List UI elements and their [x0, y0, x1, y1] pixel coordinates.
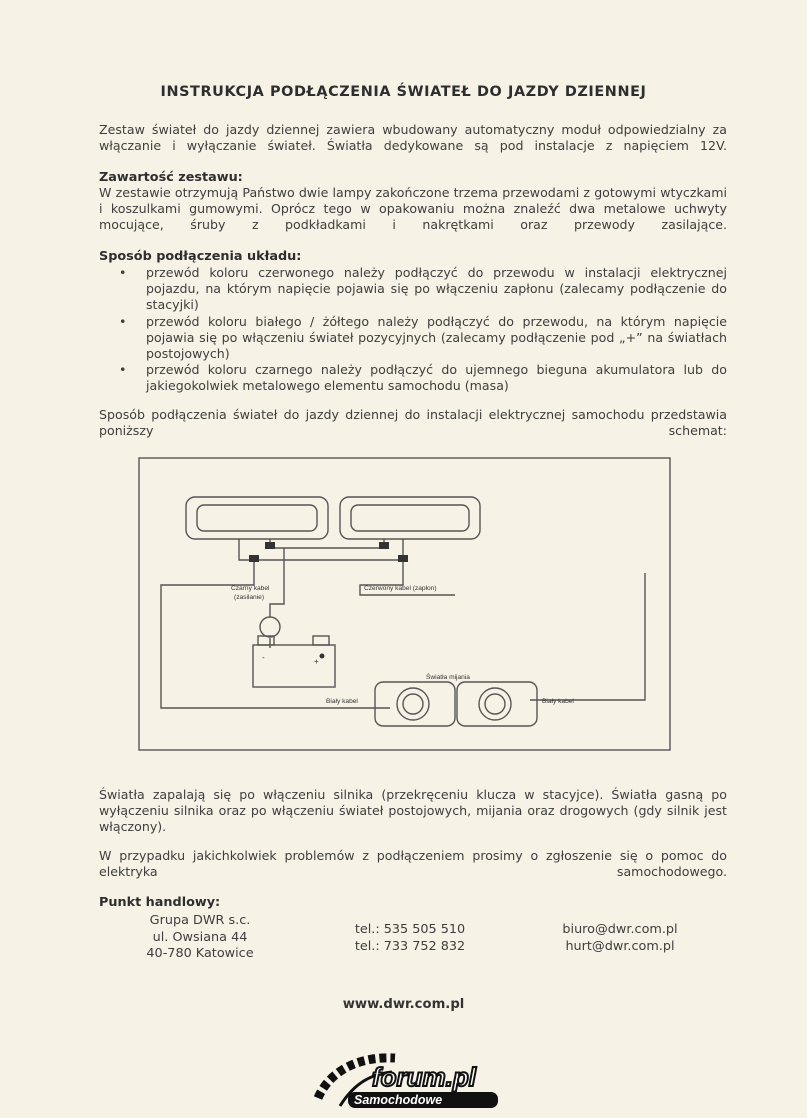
shop-emails	[530, 922, 710, 955]
label-black-cable-sub: (zasilanie)	[234, 594, 265, 601]
low-beam-right-icon	[457, 682, 537, 726]
list-item-text: przewód koloru czarnego należy podłączyć do ujemnego bieguna akumulatora lub do jakiegokolwiek metalowego elementu samochodu (masa)	[146, 362, 727, 394]
wire	[161, 560, 390, 708]
low-beam-left-icon	[375, 682, 455, 726]
address-line: Grupa DWR s.c.	[149, 913, 251, 928]
problem-paragraph: W przypadku jakichkolwiek problemów z podłączeniem prosimy o zgłoszenie się o pomoc do elektryka samochodowego.	[99, 848, 727, 880]
connector-icon	[265, 542, 275, 549]
diagram-frame	[139, 458, 670, 750]
forum-watermark-logo	[300, 1040, 510, 1118]
drl-lamp-right-icon	[340, 497, 480, 539]
contents-paragraph: W zestawie otrzymują Państwo dwie lampy zakończone trzema przewodami z gotowymi wtyczkami i koszulkami gumowymi. Oprócz tego w opakowaniu można znaleźć dwa metalowe uchwyty mocujące, śruby z podkładkami i nakrętkami oraz przewody zasilające.	[99, 185, 727, 233]
label-low-beams: Światła mijania	[426, 674, 470, 681]
battery-terminal-dot	[320, 654, 325, 659]
label-red-cable: Czerwony kabel (zapłon)	[364, 585, 437, 592]
wire	[530, 573, 645, 700]
battery-icon	[253, 636, 335, 687]
battery-plus-label: +	[314, 657, 319, 666]
wire	[239, 539, 403, 560]
email-line[interactable]: biuro@dwr.com.pl	[562, 922, 678, 937]
watermark-subtext: Samochodowe	[354, 1093, 443, 1107]
bullet-icon: •	[119, 265, 127, 280]
connector-icon	[398, 555, 408, 562]
label-white-cable-left: Biały kabel	[326, 698, 358, 705]
schema-intro-paragraph: Sposób podłączenia świateł do jazdy dziennej do instalacji elektrycznej samochodu przedstawia poniższy schemat:	[99, 407, 727, 439]
shop-phones	[330, 922, 490, 955]
connector-icon	[249, 555, 259, 562]
address-line: 40-780 Katowice	[146, 946, 254, 961]
shop-address	[120, 913, 280, 963]
connector-icon	[379, 542, 389, 549]
drl-lamp-left-icon	[186, 497, 328, 539]
after-paragraph: Światła zapalają się po włączeniu silnika (przekręceniu klucza w stacyjce). Światła gasną po wyłączeniu silnika oraz po włączeniu świateł postojowych, mijania oraz drogowych (gdy silnik jest włączony).	[99, 787, 727, 835]
shop-heading: Punkt handlowy:	[99, 895, 221, 910]
list-item-text: przewód koloru czerwonego należy podłączyć do przewodu w instalacji elektrycznej pojazdu, na którym napięcie pojawia się po włączeniu zapłonu (zalecamy podłączenie do stacyjki)	[146, 265, 727, 313]
contents-heading: Zawartość zestawu:	[99, 170, 243, 185]
phone-line: tel.: 535 505 510	[354, 922, 466, 937]
label-white-cable-right: Biały kabel	[542, 698, 574, 705]
document-title: INSTRUKCJA PODŁĄCZENIA ŚWIATEŁ DO JAZDY DZIENNEJ	[160, 84, 647, 100]
fuse-icon	[260, 617, 280, 637]
bullet-icon: •	[119, 362, 127, 378]
wire	[270, 539, 384, 548]
list-item-text: przewód koloru białego / żółtego należy podłączyć do przewodu, na którym napięcie pojawia się po włączeniu świateł pozycyjnych (zalecamy podłączenie pod „+” na światłach postojowych)	[146, 313, 727, 362]
email-line[interactable]: hurt@dwr.com.pl	[565, 938, 675, 954]
intro-paragraph: Zestaw świateł do jazdy dziennej zawiera wbudowany automatyczny moduł odpowiedzialny za włączanie i wyłączanie świateł. Światła dedykowane są pod instalacje z napięciem 12V.	[99, 122, 727, 154]
wire	[270, 548, 284, 617]
battery-minus-label: -	[262, 653, 265, 662]
phone-line: tel.: 733 752 832	[354, 938, 466, 954]
address-line: ul. Owsiana 44	[152, 929, 248, 945]
method-heading: Sposób podłączenia układu:	[99, 249, 302, 264]
watermark-text: forum.pl	[372, 1062, 476, 1092]
label-black-cable: Czarny kabel	[231, 585, 270, 592]
bullet-icon: •	[119, 313, 127, 329]
website-link[interactable]: www.dwr.com.pl	[342, 997, 465, 1012]
